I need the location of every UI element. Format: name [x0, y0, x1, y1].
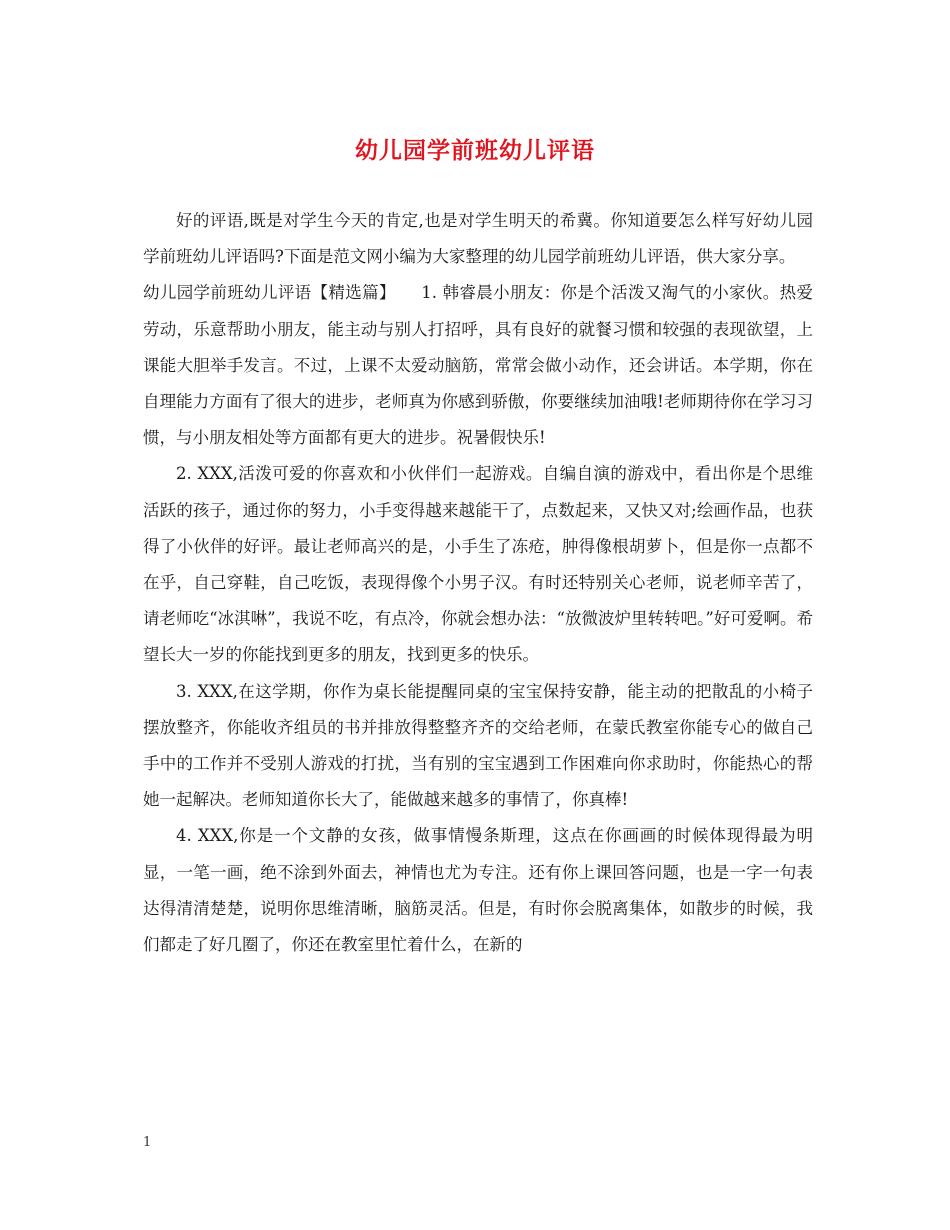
document-body [143, 203, 813, 963]
document-title: 幼儿园学前班幼儿评语 [355, 137, 595, 164]
comment-paragraph-1: 幼儿园学前班幼儿评语【精选篇】 1. 韩睿晨小朋友：你是个活泼又淘气的小家伙。热爱劳动，乐意帮助小朋友，能主动与别人打招呼，具有良好的就餐习惯和较强的表现欲望，上课能大胆举手发言。不过，上课不太爱动脑筋，常常会做小动作，还会讲话。本学期，你在自理能力方面有了很大的进步，老师真为你感到骄傲，你要继续加油哦!老师期待你在学习习惯，与小朋友相处等方面都有更大的进步。祝暑假快乐! [143, 283, 813, 448]
comment-paragraph-2: 2. XXX,活泼可爱的你喜欢和小伙伴们一起游戏。自编自演的游戏中，看出你是个思维活跃的孩子，通过你的努力，小手变得越来越能干了，点数起来，又快又对;绘画作品，也获得了小伙伴的好评。最让老师高兴的是，小手生了冻疮，肿得像根胡萝卜，但是你一点都不在乎，自己穿鞋，自己吃饭，表现得像个小男子汉。有时还特别关心老师，说老师辛苦了，请老师吃“冰淇啉”，我说不吃，有点冷，你就会想办法：“放微波炉里转转吧。”好可爱啊。希望长大一岁的你能找到更多的朋友，找到更多的快乐。 [143, 464, 813, 665]
comment-paragraph-3: 3. XXX,在这学期，你作为桌长能提醒同桌的宝宝保持安静，能主动的把散乱的小椅子摆放整齐，你能收齐组员的书并排放得整整齐齐的交给老师，在蒙氏教室你能专心的做自己手中的工作并不受别人游戏的打扰，当有别的宝宝遇到工作困难向你求助时，你能热心的帮她一起解决。老师知道你长大了，能做越来越多的事情了，你真棒! [143, 681, 813, 810]
intro-paragraph: 好的评语,既是对学生今天的肯定,也是对学生明天的希冀。你知道要怎么样写好幼儿园学前班幼儿评语吗?下面是范文网小编为大家整理的幼儿园学前班幼儿评语，供大家分享。 [143, 211, 813, 267]
comment-paragraph-4: 4. XXX,你是一个文静的女孩，做事情慢条斯理，这点在你画画的时候体现得最为明显，一笔一画，绝不涂到外面去，神情也尤为专注。还有你上课回答问题，也是一字一句表达得清清楚楚，说明你思维清晰，脑筋灵活。但是，有时你会脱离集体，如散步的时候，我们都走了好几圈了，你还在教室里忙着什么，在新的 [143, 826, 813, 955]
page-number: 1 [143, 1135, 152, 1150]
